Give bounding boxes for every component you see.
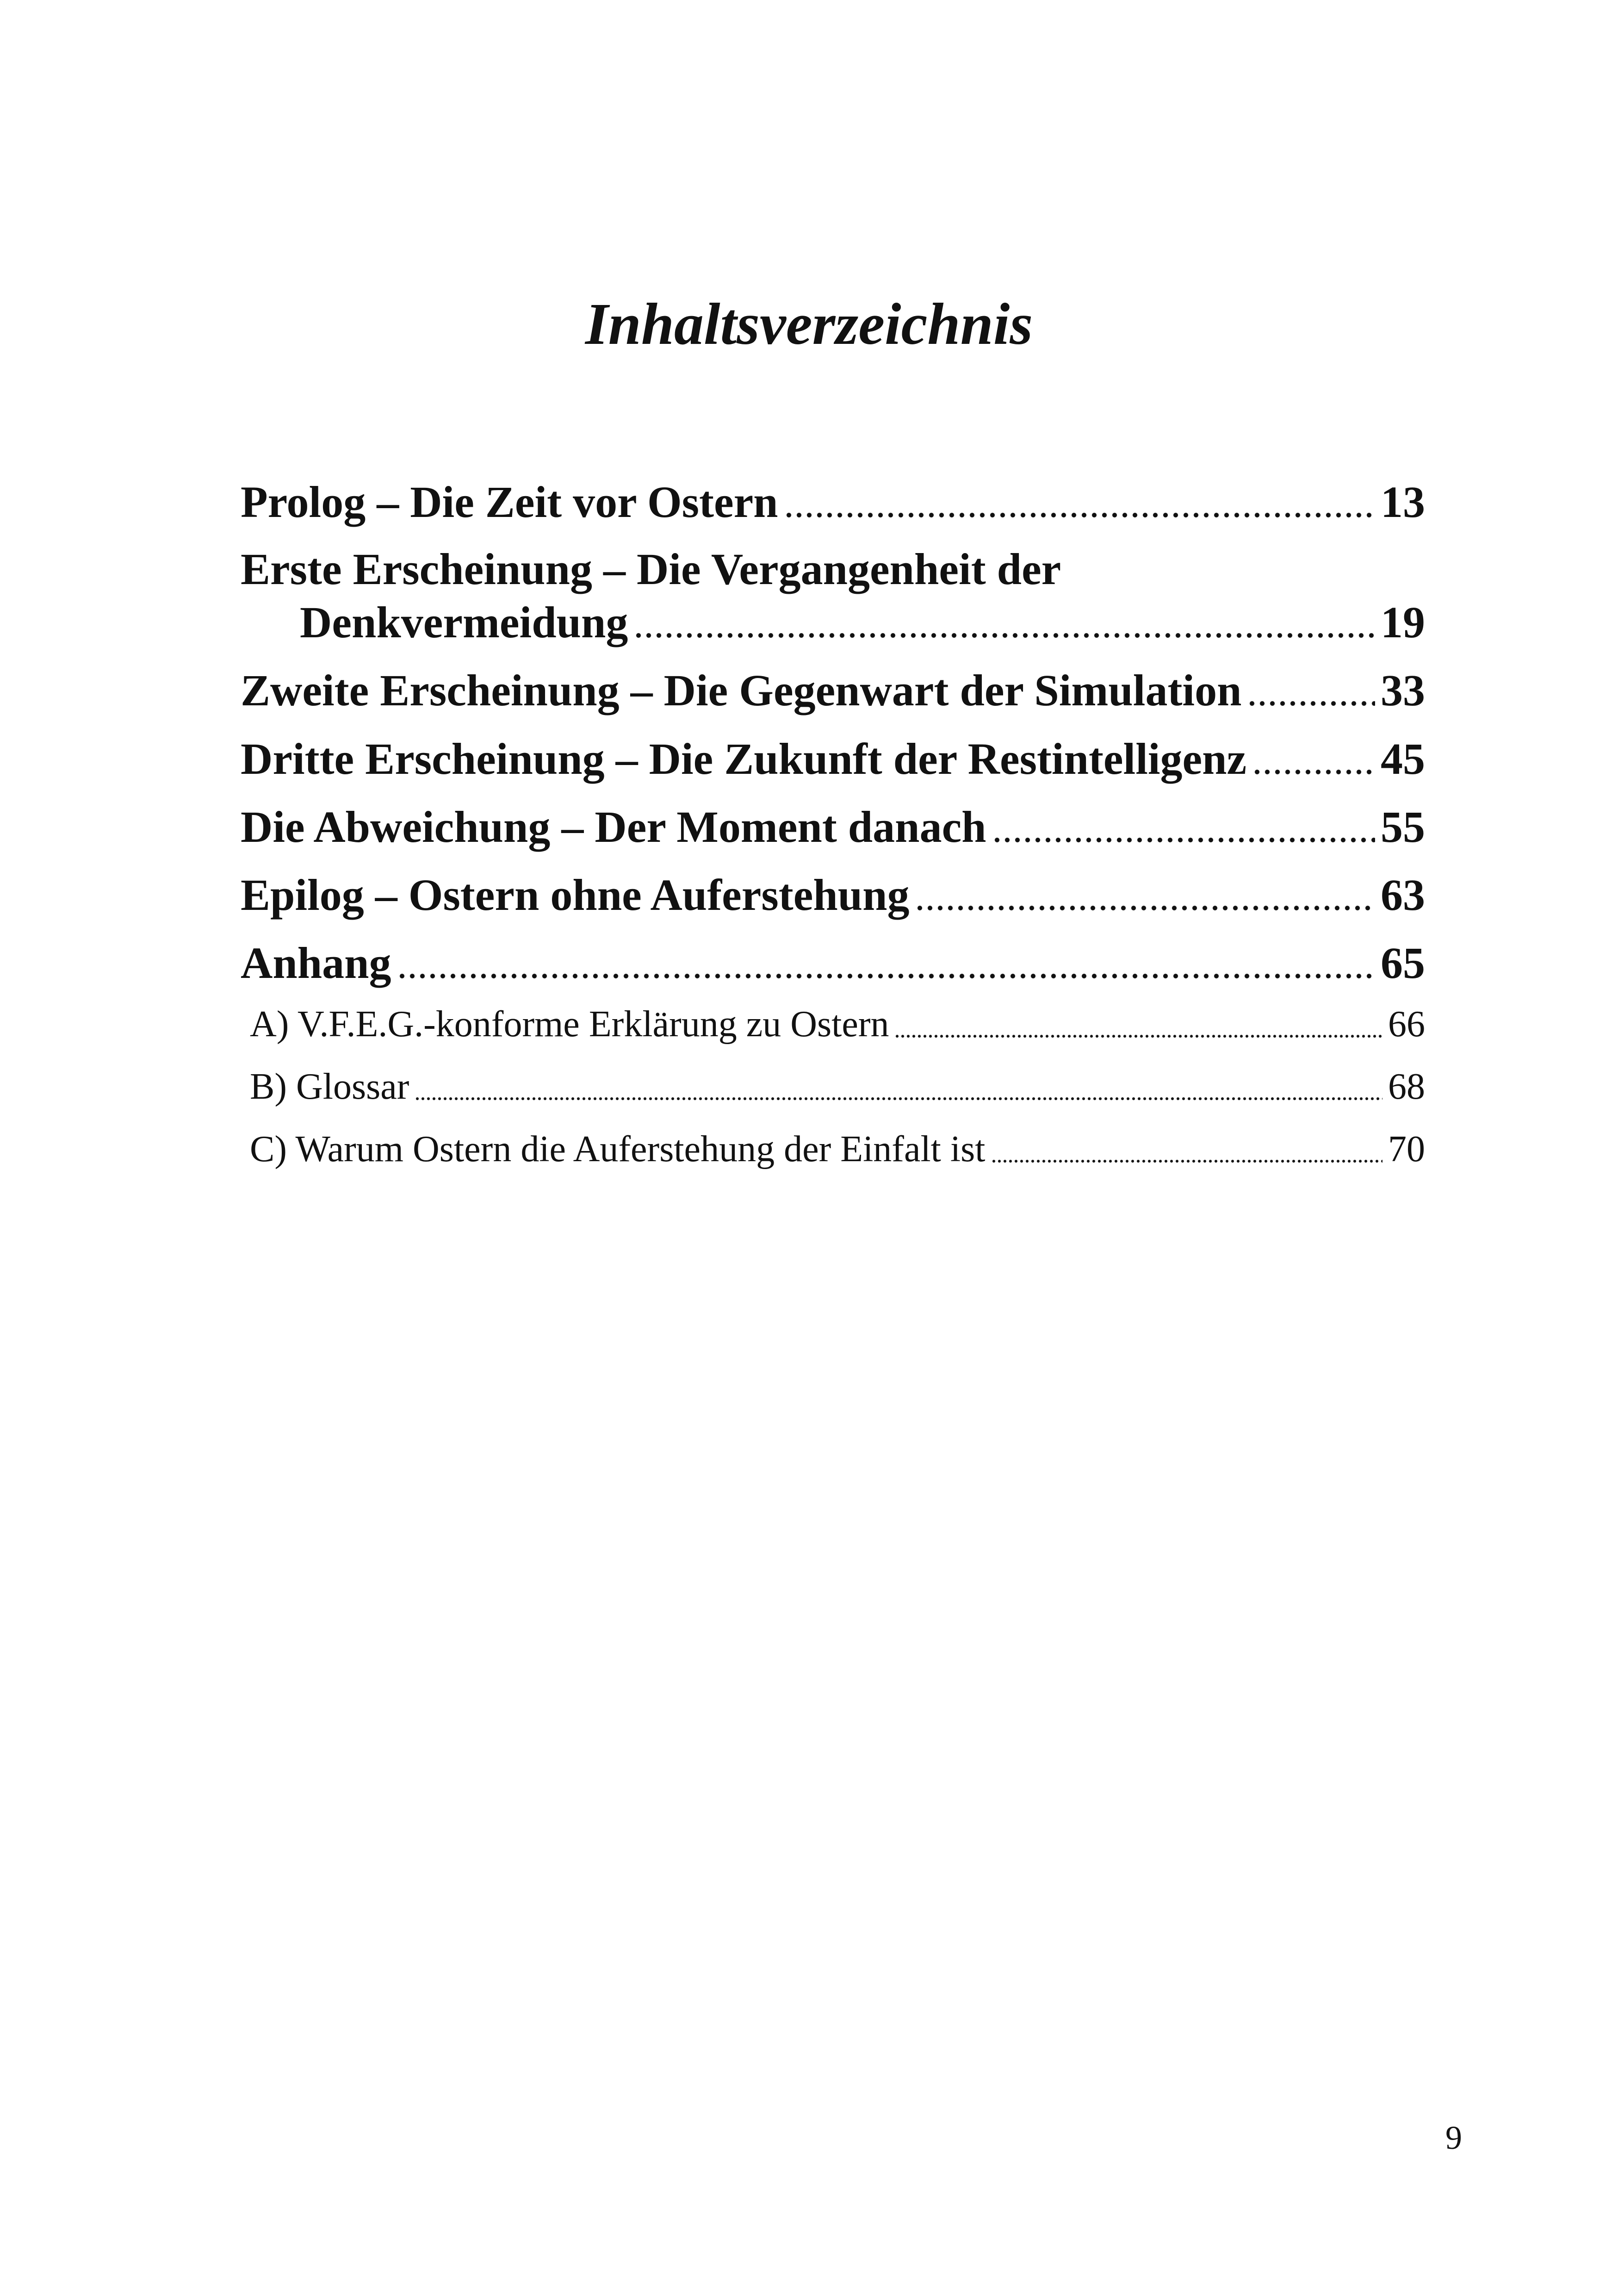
toc-subentry-page: 66 (1388, 1004, 1425, 1045)
toc-entry-label: Prolog – Die Zeit vor Ostern (241, 477, 778, 527)
toc-subentry-a[interactable] (241, 1001, 1425, 1047)
toc-entry-label: Anhang (241, 938, 391, 988)
dot-leader (397, 935, 1376, 991)
toc-entry-prolog[interactable] (241, 474, 1425, 530)
toc-entry-epilog[interactable] (241, 867, 1425, 923)
dot-leader (894, 1001, 1382, 1047)
dot-leader (784, 474, 1375, 530)
toc-subentry-b[interactable] (241, 1064, 1425, 1110)
toc-entry-page: 55 (1381, 802, 1425, 852)
toc-entry-page: 33 (1381, 666, 1425, 715)
dot-leader (991, 1126, 1383, 1172)
toc-entry-page: 45 (1381, 734, 1425, 784)
dot-leader (915, 867, 1375, 923)
dot-leader (415, 1064, 1382, 1110)
toc-entry-page: 19 (1381, 597, 1425, 647)
toc-subentry-label: B) Glossar (250, 1066, 409, 1107)
toc-entry-zweite[interactable] (241, 663, 1425, 718)
toc-entry-label: Dritte Erscheinung – Die Zukunft der Restintelligenz (241, 734, 1247, 784)
toc-entry-abweichung[interactable] (241, 799, 1425, 855)
page-title: Inhaltsverzeichnis (585, 291, 1033, 357)
toc-entry-label: Erste Erscheinung – Die Vergangenheit der (241, 544, 1061, 594)
toc-entry-label: Denkvermeidung (300, 597, 628, 647)
toc-entry-label: Zweite Erscheinung – Die Gegenwart der Simulation (241, 666, 1242, 715)
toc-entry-label: Die Abweichung – Der Moment danach (241, 802, 986, 852)
toc-subentry-page: 70 (1388, 1129, 1425, 1170)
toc-subentry-page: 68 (1388, 1066, 1425, 1107)
toc-subentry-label: C) Warum Ostern die Auferstehung der Einfalt ist (250, 1129, 986, 1170)
toc-entry-page: 65 (1381, 938, 1425, 988)
toc-entry-anhang[interactable] (241, 935, 1425, 991)
dot-leader (992, 799, 1375, 855)
toc-entry-erste-line1[interactable] (241, 541, 1061, 597)
toc-entry-erste-line2[interactable] (300, 595, 1425, 650)
dot-leader (633, 595, 1375, 650)
toc-entry-dritte[interactable] (241, 731, 1425, 787)
page-number: 9 (1445, 2119, 1462, 2156)
toc-entry-page: 63 (1381, 870, 1425, 920)
toc-subentry-label: A) V.F.E.G.-konforme Erklärung zu Ostern (250, 1004, 889, 1045)
toc-subentry-c[interactable] (241, 1126, 1425, 1172)
toc-entry-page: 13 (1381, 477, 1425, 527)
dot-leader (1252, 731, 1375, 787)
toc-entry-label: Epilog – Ostern ohne Auferstehung (241, 870, 910, 920)
dot-leader (1247, 663, 1375, 718)
